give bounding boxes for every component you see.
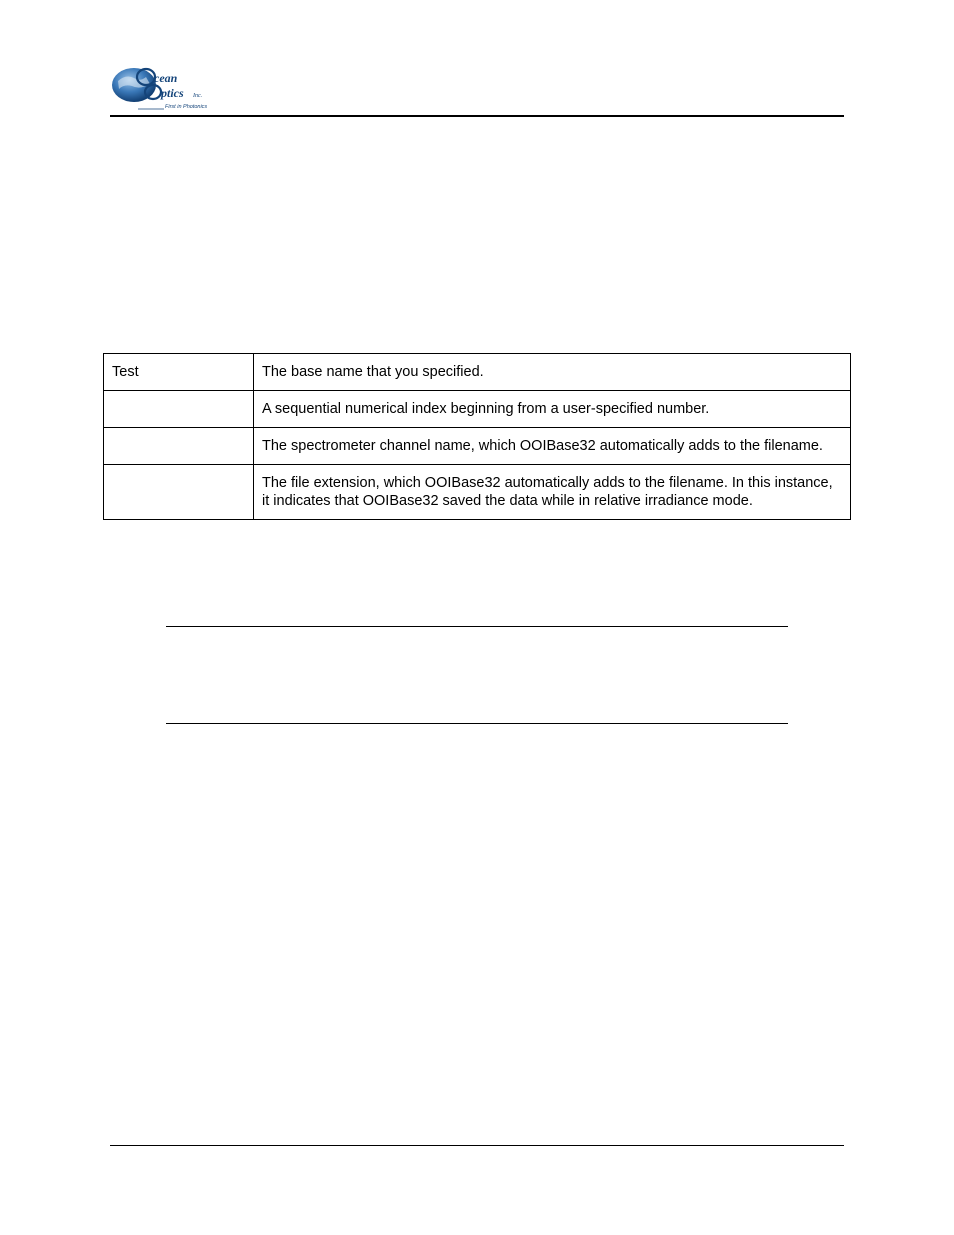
note-bottom-rule [166,723,788,724]
logo-word-ocean: cean [154,71,178,85]
logo-suffix: Inc. [193,93,203,99]
table-row [104,391,851,428]
component-cell [104,391,254,428]
table-row [104,465,851,520]
filename-components-table [103,353,851,520]
description-cell: The base name that you specified. [254,354,851,391]
logo-word-optics: ptics [161,86,184,100]
ocean-optics-logo [110,64,230,114]
description-cell: The file extension, which OOIBase32 automatically adds to the filename. In this instance, it indicates that OOIBase32 saved the data while in relative irradiance mode. [254,465,851,520]
table-row [104,354,851,391]
component-cell: Test [104,354,254,391]
table-row [104,428,851,465]
component-cell [104,428,254,465]
note-top-rule [166,626,788,627]
description-cell: A sequential numerical index beginning from a user-specified number. [254,391,851,428]
description-cell: The spectrometer channel name, which OOIBase32 automatically adds to the filename. [254,428,851,465]
header-rule [110,115,844,117]
component-cell [104,465,254,520]
logo-tagline: First in Photonics [165,104,208,110]
footer-rule [110,1145,844,1146]
